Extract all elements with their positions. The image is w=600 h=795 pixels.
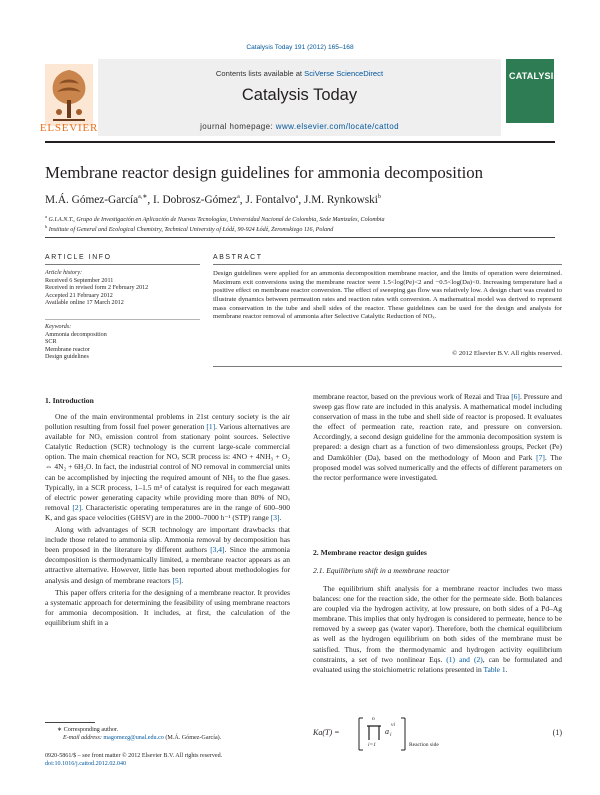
- paragraph: This paper offers criteria for the designing of a membrane reactor. It provides a systematic approach for determining the feasibility of using membrane reactors for ammonia decomposition. It includes, at first, the calculation of the equilibrium shift in a: [45, 587, 290, 627]
- abstract-copyright: © 2012 Elsevier B.V. All rights reserved.: [452, 350, 562, 357]
- author-list: M.Á. Gómez-García$^{a,∗}$, I. Dobrosz-Gómez$^a$, J. Fontalvo$^a$, J.M. Rynkowski$^b$: [45, 193, 381, 206]
- equation-lhs: Ka(T) =: [313, 728, 340, 737]
- publisher-name: ELSEVIER: [39, 122, 99, 134]
- author-name[interactable]: M.Á. Gómez-García: [45, 193, 139, 206]
- right-column-top-text: [313, 392, 562, 483]
- contents-prefix: Contents lists available at: [215, 69, 305, 78]
- author-affiliation-mark: a,∗: [138, 194, 148, 200]
- elsevier-tree-logo-icon: [45, 64, 93, 126]
- history-item: Available online 17 March 2012: [45, 300, 124, 306]
- product-lower-limit: i=1: [368, 742, 376, 748]
- header-divider: [45, 141, 555, 143]
- author-name[interactable]: J.M. Rynkowski: [303, 193, 378, 206]
- citation-link[interactable]: [6]: [511, 392, 520, 401]
- affiliation-divider: [45, 237, 555, 238]
- equation-subscript-label: Reaction side: [409, 742, 439, 748]
- email-owner: (M.Á. Gómez-García).: [163, 735, 222, 741]
- author-affiliation-mark: a: [295, 194, 299, 200]
- citation-link[interactable]: [3,4]: [210, 545, 225, 555]
- product-upper-limit: n: [372, 716, 375, 722]
- abstract-heading: ABSTRACT: [213, 254, 263, 261]
- email-line: [45, 734, 290, 742]
- equation-1: [313, 714, 562, 754]
- author-affiliation-mark: b: [377, 194, 381, 200]
- paragraph: The equilibrium shift analysis for a membrane reactor includes two mass balances: one for the reaction side, the other for the permeate side. Both balances are coupled via the hydrogen activity, at low pressure, on both sides of a Pd–Ag membrane. This implies that only hydrogen is considered to permeate, hence to be removed by a sweep gas (water vapor). Therefore, both the chemical equilibrium as well as the hydrogen equilibrium on both sides of the membrane must be satisfied. Thus, from the thermodynamic and hydrogen activity equilibrium constraints, a set of two nonlinear Eqs. (1) and (2), can be formulated and evaluated using the stoichiometric relations presented in Table 1.: [313, 584, 562, 674]
- citation-link[interactable]: [7]: [536, 452, 545, 462]
- affiliation-text: G.I.A.N.T., Grupo de Investigación en Aplicación de Nuevas Tecnologías, Universidad Nacional de Colombia, Sede Manizales, Colombia: [48, 217, 385, 224]
- activity-exponent: νi: [391, 722, 395, 728]
- sciencedirect-link[interactable]: SciVerse ScienceDirect: [304, 69, 384, 78]
- doi-link[interactable]: doi:10.1016/j.cattod.2012.02.040: [45, 761, 127, 767]
- footnotes: [45, 726, 290, 742]
- citation-link[interactable]: [5]: [172, 575, 182, 585]
- table-link[interactable]: Table 1: [483, 664, 506, 674]
- journal-cover-image[interactable]: [506, 59, 554, 123]
- keywords-label: Keywords:: [45, 324, 72, 330]
- paper-title: Membrane reactor design guidelines for ammonia decomposition: [45, 163, 484, 182]
- article-info-rule: [45, 264, 200, 265]
- email-link[interactable]: magomezg@unal.edu.co: [103, 735, 164, 741]
- author-name[interactable]: J. Fontalvo: [245, 193, 296, 206]
- journal-homepage-line: [98, 122, 501, 131]
- contents-line: [98, 69, 501, 78]
- paragraph: membrane reactor, based on the previous work of Rezai and Traa [6]. Pressure and sweep gas flow rate are included in this analysis. A mathematical model including conservation of mass in the tube and shell side of reactor is proposed. It evaluates the effect of permeation rate, reaction rate, and pressure on conversion. Accordingly, a second design guideline for the ammonia decomposition system is prepared: a design chart as a function of two dimensionless groups, Pecket (Pe) and Damköhler (Da), based on the methodology of Moon and Park [7]. The proposed model was solved numerically and the effects of different parameters on the rector performance were investigated.: [313, 392, 562, 482]
- equation-number: (1): [552, 728, 562, 737]
- affiliation-mark: a: [45, 214, 47, 219]
- abstract-bottom-rule: [213, 366, 562, 367]
- citation-link[interactable]: [1]: [206, 422, 216, 432]
- keyword[interactable]: Membrane reactor: [45, 346, 90, 353]
- activity-subscript: i: [390, 732, 392, 738]
- front-matter-block: [45, 752, 290, 768]
- subsection-heading-equilibrium-shift: 2.1. Equilibrium shift in a membrane reactor: [313, 566, 450, 575]
- corresponding-author-note: ∗ Corresponding author.: [57, 727, 119, 733]
- author-affiliation-mark: a: [237, 194, 240, 200]
- article-history: [45, 270, 148, 308]
- section-heading-introduction: 1. Introduction: [45, 396, 94, 405]
- keyword[interactable]: Design guidelines: [45, 354, 89, 360]
- homepage-link[interactable]: www.elsevier.com/locate/cattod: [275, 122, 399, 131]
- footnote-rule: [45, 722, 95, 723]
- citation-link[interactable]: [2]: [72, 502, 82, 512]
- equation-bracket-icon: [355, 714, 409, 754]
- journal-cover-title: CATALYSIS: [509, 71, 560, 81]
- journal-citation[interactable]: Catalysis Today 191 (2012) 165–168: [246, 44, 354, 51]
- paragraph: One of the main environmental problems in 21st century society is the air pollution resulting from fossil fuel power generation [1]. Various alternatives are available for NOₓ emission control from stationary point sources. Selective Catalytic Reduction (SCR) technology is the current large-scale commercial option. The main chemical reaction for NOₓ SCR process is: 4NO + 4NH₃ + O₂ ⇔ 4N₂ + 6H₂O. In fact, the industrial control of NO removal in commercial units can be accomplished by injecting the required amount of NH₃ to the flue gases. Typically, in a SCR process, 1–1.5 m³ of catalyst is required for each megawatt of electric power generating capacity while providing more than 80% of NOₓ removal [2]. Characteristic operating temperatures are in the range of 600–900 K, and gas space velocities (GHSV) are in the 2000–7000 h⁻¹ (STP) range [3].: [45, 412, 290, 522]
- left-column-text: [45, 412, 290, 628]
- history-item: Received in revised form 2 February 2012: [45, 285, 149, 291]
- affiliation-mark: b: [45, 224, 48, 229]
- history-item: Received 6 September 2011: [45, 277, 114, 284]
- section-heading-design-guides: 2. Membrane reactor design guides: [313, 548, 427, 557]
- paragraph: Along with advantages of SCR technology are important drawbacks that include those related to ammonia slip. Ammonia removal by decomposition has been proposed in the literature by different authors [3,4]. Since the ammonia decomposition is thermodynamically limited, a membrane reactor appears as an attractive alternative. However, little has been reported about methodologies for analysis and design of membrane reactors [5].: [45, 525, 290, 585]
- affiliation-text: Institute of General and Ecological Chemistry, Technical University of Łódź, 90-924 Łódź, Żeromskiego 116, Poland: [48, 227, 334, 234]
- keywords-rule: [45, 319, 200, 320]
- email-label: E-mail address:: [63, 735, 104, 741]
- history-label: Article history:: [45, 270, 83, 276]
- affiliation: [45, 214, 385, 223]
- abstract-text: Design guidelines were applied for an ammonia decomposition membrane reactor, and the limits of operation were determined. Maximum exit conversions using the membrane reactor were 1.5<log(Pe)<2 and −0.5<log(Da)<0. Increasing temperature had a positive effect on membrane reactor conversion. The effect of sweeping gas flow was relatively low. A design chart was created to illustrate dynamics between permeation rates and reaction rates with conversion. A mathematical model was derived to represent mass conservation in the tube and shell sides of the reactor. These guidelines can be used for the design and analysis for membrane reactor removal of ammonia after Selective Catalytic Reduction of NOₓ.: [213, 270, 562, 321]
- keyword[interactable]: SCR: [45, 339, 57, 345]
- abstract-rule: [213, 264, 562, 265]
- front-matter-note: 0920-5861/$ – see front matter © 2012 Elsevier B.V. All rights reserved.: [45, 753, 223, 759]
- homepage-prefix: journal homepage:: [200, 122, 276, 131]
- article-info-heading: ARTICLE INFO: [45, 254, 112, 261]
- keywords-block: [45, 324, 107, 362]
- citation-link[interactable]: [3]: [270, 512, 280, 522]
- right-column-section2-text: [313, 584, 562, 675]
- journal-title: Catalysis Today: [241, 86, 358, 104]
- history-item: Accepted 21 February 2012: [45, 292, 113, 299]
- author-name[interactable]: I. Dobrosz-Gómez: [153, 193, 238, 206]
- affiliation: [45, 224, 333, 233]
- equation-link[interactable]: (1) and (2): [446, 654, 483, 664]
- activity-term: a: [385, 727, 389, 736]
- keyword[interactable]: Ammonia decomposition: [45, 331, 107, 338]
